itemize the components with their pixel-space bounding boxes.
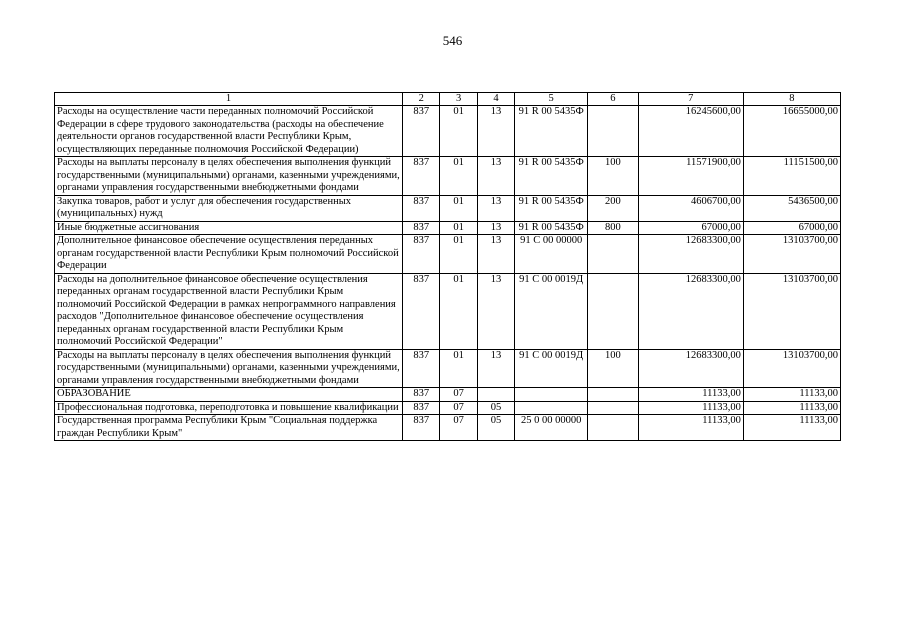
section-code: 07 (440, 401, 477, 415)
row-name: Закупка товаров, работ и услуг для обеспечения государственных (муниципальных) нужд (55, 195, 403, 221)
table-row (55, 157, 841, 196)
table-row (55, 388, 841, 402)
row-name: Расходы на дополнительное финансовое обеспечение осуществления переданных органам государственной власти Республики Крым полномочий Российской Федерации в рамках непрограммного направления расходов "Дополнительное финансовое обеспечение осуществления переданных органам государственной власти Республики Крым полномочий Российской Федерации" (55, 273, 403, 349)
ministry-code: 837 (402, 235, 439, 274)
section-code: 01 (440, 221, 477, 235)
amount-col7: 12683300,00 (638, 273, 743, 349)
table-row (55, 221, 841, 235)
expense-type-code: 800 (588, 221, 639, 235)
table-row (55, 235, 841, 274)
expense-type-code: 200 (588, 195, 639, 221)
amount-col8: 5436500,00 (743, 195, 840, 221)
amount-col7: 12683300,00 (638, 349, 743, 388)
amount-col8: 13103700,00 (743, 235, 840, 274)
page-number: 546 (442, 33, 463, 48)
row-name: ОБРАЗОВАНИЕ (55, 388, 403, 402)
subsection-code: 13 (477, 157, 514, 196)
expense-type-code (588, 106, 639, 157)
column-header: 3 (440, 93, 477, 106)
target-article-code: 25 0 00 00000 (515, 415, 588, 441)
amount-col7: 11133,00 (638, 401, 743, 415)
expense-type-code (588, 388, 639, 402)
amount-col8: 13103700,00 (743, 273, 840, 349)
subsection-code: 13 (477, 221, 514, 235)
section-code: 01 (440, 273, 477, 349)
ministry-code: 837 (402, 415, 439, 441)
row-name: Иные бюджетные ассигнования (55, 221, 403, 235)
subsection-code: 13 (477, 349, 514, 388)
amount-col7: 16245600,00 (638, 106, 743, 157)
expense-type-code (588, 401, 639, 415)
section-code: 01 (440, 157, 477, 196)
subsection-code: 05 (477, 415, 514, 441)
subsection-code: 13 (477, 235, 514, 274)
table-row (55, 349, 841, 388)
expense-type-code (588, 415, 639, 441)
table-row (55, 415, 841, 441)
column-header: 2 (402, 93, 439, 106)
target-article-code: 91 R 00 5435Ф (515, 195, 588, 221)
amount-col7: 12683300,00 (638, 235, 743, 274)
amount-col8: 11133,00 (743, 415, 840, 441)
column-header: 1 (55, 93, 403, 106)
section-code: 01 (440, 195, 477, 221)
subsection-code: 05 (477, 401, 514, 415)
ministry-code: 837 (402, 221, 439, 235)
amount-col8: 16655000,00 (743, 106, 840, 157)
expense-type-code (588, 273, 639, 349)
target-article-code: 91 R 00 5435Ф (515, 106, 588, 157)
column-header: 6 (588, 93, 639, 106)
section-code: 01 (440, 106, 477, 157)
column-header: 8 (743, 93, 840, 106)
subsection-code: 13 (477, 273, 514, 349)
amount-col7: 11571900,00 (638, 157, 743, 196)
section-code: 01 (440, 349, 477, 388)
target-article-code: 91 R 00 5435Ф (515, 221, 588, 235)
subsection-code: 13 (477, 195, 514, 221)
ministry-code: 837 (402, 195, 439, 221)
ministry-code: 837 (402, 401, 439, 415)
row-name: Дополнительное финансовое обеспечение осуществления переданных органам государственной власти Республики Крым полномочий Российской Федерации (55, 235, 403, 274)
ministry-code: 837 (402, 349, 439, 388)
target-article-code: 91 R 00 5435Ф (515, 157, 588, 196)
column-header: 5 (515, 93, 588, 106)
expense-type-code: 100 (588, 349, 639, 388)
ministry-code: 837 (402, 157, 439, 196)
row-name: Государственная программа Республики Крым "Социальная поддержка граждан Республики Крым" (55, 415, 403, 441)
amount-col7: 4606700,00 (638, 195, 743, 221)
target-article-code (515, 388, 588, 402)
table-header-row (55, 93, 841, 106)
target-article-code (515, 401, 588, 415)
table-row (55, 106, 841, 157)
budget-table (54, 92, 841, 441)
column-header: 4 (477, 93, 514, 106)
row-name: Расходы на выплаты персоналу в целях обеспечения выполнения функций государственными (муниципальными) органами, казенными учреждениями, органами управления государственными внебюджетными фондами (55, 349, 403, 388)
section-code: 07 (440, 388, 477, 402)
subsection-code (477, 388, 514, 402)
amount-col7: 11133,00 (638, 388, 743, 402)
subsection-code: 13 (477, 106, 514, 157)
row-name: Расходы на выплаты персоналу в целях обеспечения выполнения функций государственными (муниципальными) органами, казенными учреждениями, органами управления государственными внебюджетными фондами (55, 157, 403, 196)
amount-col8: 11151500,00 (743, 157, 840, 196)
target-article-code: 91 С 00 0019Д (515, 349, 588, 388)
amount-col8: 67000,00 (743, 221, 840, 235)
amount-col8: 11133,00 (743, 388, 840, 402)
table-row (55, 401, 841, 415)
expense-type-code: 100 (588, 157, 639, 196)
section-code: 01 (440, 235, 477, 274)
table-row (55, 273, 841, 349)
amount-col8: 11133,00 (743, 401, 840, 415)
amount-col7: 67000,00 (638, 221, 743, 235)
table-row (55, 195, 841, 221)
section-code: 07 (440, 415, 477, 441)
ministry-code: 837 (402, 106, 439, 157)
target-article-code: 91 С 00 0019Д (515, 273, 588, 349)
row-name: Расходы на осуществление части переданных полномочий Российской Федерации в сфере трудового законодательства (расходы на обеспечение деятельности органов государственной власти Республики Крым, осуществляющих переданные полномочия Российской Федерации) (55, 106, 403, 157)
expense-type-code (588, 235, 639, 274)
column-header: 7 (638, 93, 743, 106)
target-article-code: 91 С 00 00000 (515, 235, 588, 274)
amount-col8: 13103700,00 (743, 349, 840, 388)
ministry-code: 837 (402, 388, 439, 402)
amount-col7: 11133,00 (638, 415, 743, 441)
row-name: Профессиональная подготовка, переподготовка и повышение квалификации (55, 401, 403, 415)
ministry-code: 837 (402, 273, 439, 349)
